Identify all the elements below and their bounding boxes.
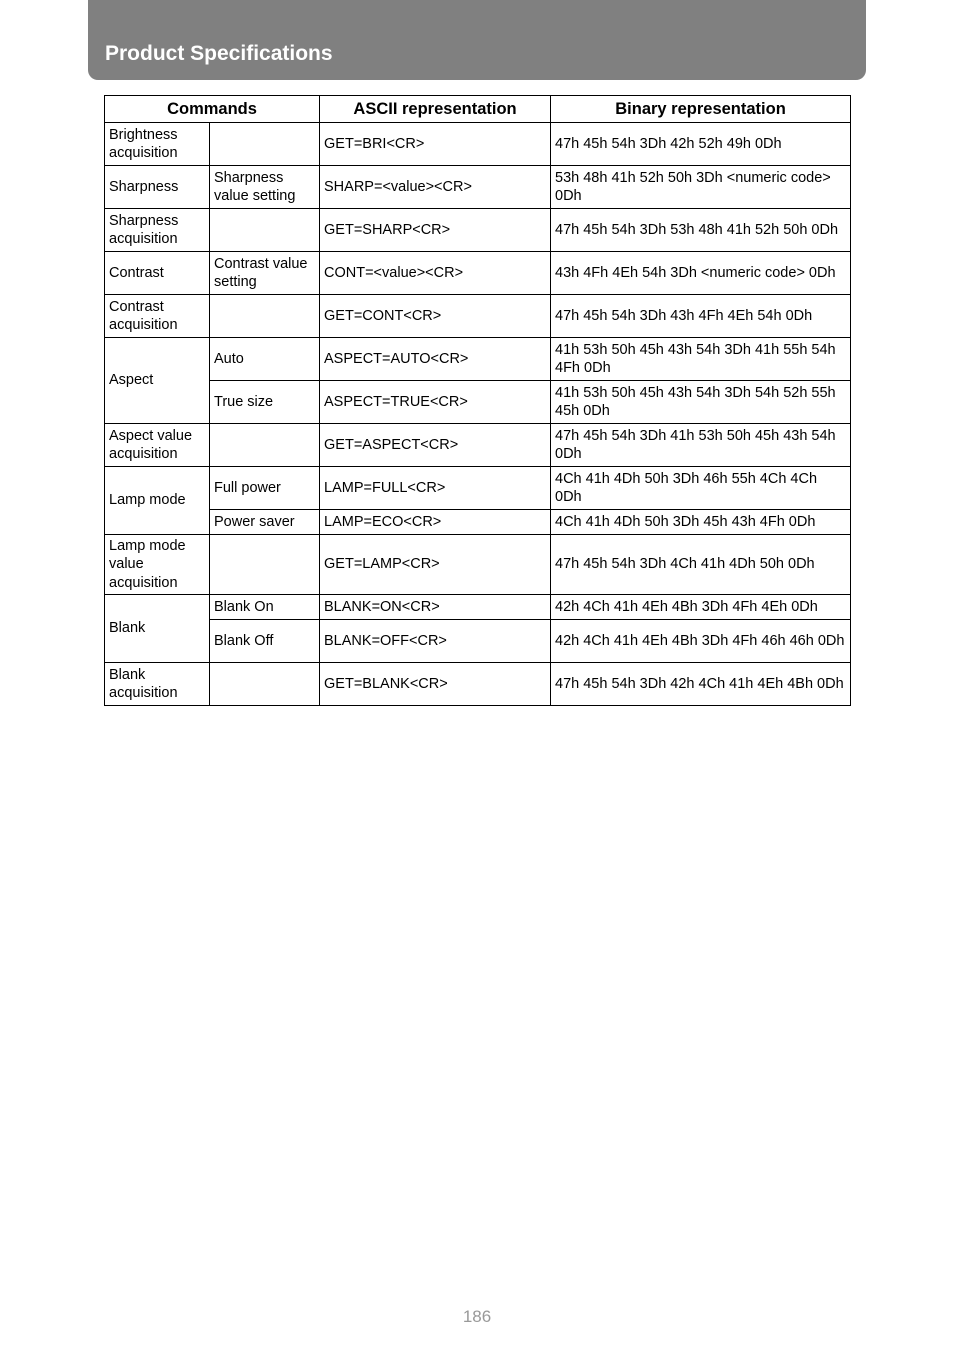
command-cell: Blank: [105, 595, 210, 663]
binary-cell: 4Ch 41h 4Dh 50h 3Dh 45h 43h 4Fh 0Dh: [551, 510, 851, 535]
table-row: [105, 209, 851, 252]
subcommand-cell: Blank On: [210, 595, 320, 620]
binary-cell: 43h 4Fh 4Eh 54h 3Dh <numeric code> 0Dh: [551, 252, 851, 295]
page-title: Product Specifications: [105, 42, 333, 65]
binary-cell: 47h 45h 54h 3Dh 43h 4Fh 4Eh 54h 0Dh: [551, 295, 851, 338]
binary-cell: 41h 53h 50h 45h 43h 54h 3Dh 54h 52h 55h 45h 0Dh: [551, 381, 851, 424]
table-row: [105, 510, 851, 535]
subcommand-cell: [210, 123, 320, 166]
command-cell: Aspect value acquisition: [105, 424, 210, 467]
subcommand-cell: Full power: [210, 467, 320, 510]
subcommand-cell: Blank Off: [210, 620, 320, 663]
table-row: [105, 123, 851, 166]
column-header-binary: Binary representation: [551, 96, 851, 123]
subcommand-cell: Power saver: [210, 510, 320, 535]
subcommand-cell: Auto: [210, 338, 320, 381]
column-header-commands: Commands: [105, 96, 320, 123]
command-cell: Brightness acquisition: [105, 123, 210, 166]
commands-table: [104, 95, 851, 706]
section-header-bar: [88, 0, 866, 80]
table-row: [105, 295, 851, 338]
subcommand-cell: Sharpness value setting: [210, 166, 320, 209]
table-row: [105, 424, 851, 467]
command-cell: Aspect: [105, 338, 210, 424]
command-cell: Contrast acquisition: [105, 295, 210, 338]
page-number: 186: [462, 1307, 492, 1326]
subcommand-cell: [210, 535, 320, 595]
command-cell: Contrast: [105, 252, 210, 295]
table-row: [105, 381, 851, 424]
binary-cell: 47h 45h 54h 3Dh 42h 52h 49h 0Dh: [551, 123, 851, 166]
binary-cell: 42h 4Ch 41h 4Eh 4Bh 3Dh 4Fh 46h 46h 0Dh: [551, 620, 851, 663]
table-row: [105, 663, 851, 706]
binary-cell: 4Ch 41h 4Dh 50h 3Dh 46h 55h 4Ch 4Ch 0Dh: [551, 467, 851, 510]
ascii-cell: SHARP=<value><CR>: [320, 166, 551, 209]
ascii-cell: GET=CONT<CR>: [320, 295, 551, 338]
ascii-cell: ASPECT=AUTO<CR>: [320, 338, 551, 381]
binary-cell: 47h 45h 54h 3Dh 53h 48h 41h 52h 50h 0Dh: [551, 209, 851, 252]
ascii-cell: GET=LAMP<CR>: [320, 535, 551, 595]
command-cell: Sharpness: [105, 166, 210, 209]
table-row: [105, 467, 851, 510]
table-row: [105, 166, 851, 209]
ascii-cell: BLANK=ON<CR>: [320, 595, 551, 620]
table-row: [105, 535, 851, 595]
ascii-cell: GET=BLANK<CR>: [320, 663, 551, 706]
command-cell: Lamp mode: [105, 467, 210, 535]
ascii-cell: CONT=<value><CR>: [320, 252, 551, 295]
subcommand-cell: [210, 209, 320, 252]
command-cell: Blank acquisition: [105, 663, 210, 706]
ascii-cell: LAMP=ECO<CR>: [320, 510, 551, 535]
binary-cell: 42h 4Ch 41h 4Eh 4Bh 3Dh 4Fh 4Eh 0Dh: [551, 595, 851, 620]
subcommand-cell: True size: [210, 381, 320, 424]
ascii-cell: GET=SHARP<CR>: [320, 209, 551, 252]
binary-cell: 47h 45h 54h 3Dh 41h 53h 50h 45h 43h 54h 0Dh: [551, 424, 851, 467]
table-row: [105, 620, 851, 663]
table-row: [105, 252, 851, 295]
ascii-cell: BLANK=OFF<CR>: [320, 620, 551, 663]
ascii-cell: ASPECT=TRUE<CR>: [320, 381, 551, 424]
table-row: [105, 338, 851, 381]
binary-cell: 47h 45h 54h 3Dh 4Ch 41h 4Dh 50h 0Dh: [551, 535, 851, 595]
binary-cell: 53h 48h 41h 52h 50h 3Dh <numeric code> 0Dh: [551, 166, 851, 209]
binary-cell: 41h 53h 50h 45h 43h 54h 3Dh 41h 55h 54h 4Fh 0Dh: [551, 338, 851, 381]
column-header-ascii: ASCII representation: [320, 96, 551, 123]
subcommand-cell: Contrast value setting: [210, 252, 320, 295]
binary-cell: 47h 45h 54h 3Dh 42h 4Ch 41h 4Eh 4Bh 0Dh: [551, 663, 851, 706]
table-row: [105, 595, 851, 620]
subcommand-cell: [210, 295, 320, 338]
ascii-cell: GET=ASPECT<CR>: [320, 424, 551, 467]
subcommand-cell: [210, 663, 320, 706]
ascii-cell: GET=BRI<CR>: [320, 123, 551, 166]
command-cell: Lamp mode value acquisition: [105, 535, 210, 595]
table-header-row: [105, 96, 851, 123]
command-cell: Sharpness acquisition: [105, 209, 210, 252]
ascii-cell: LAMP=FULL<CR>: [320, 467, 551, 510]
subcommand-cell: [210, 424, 320, 467]
